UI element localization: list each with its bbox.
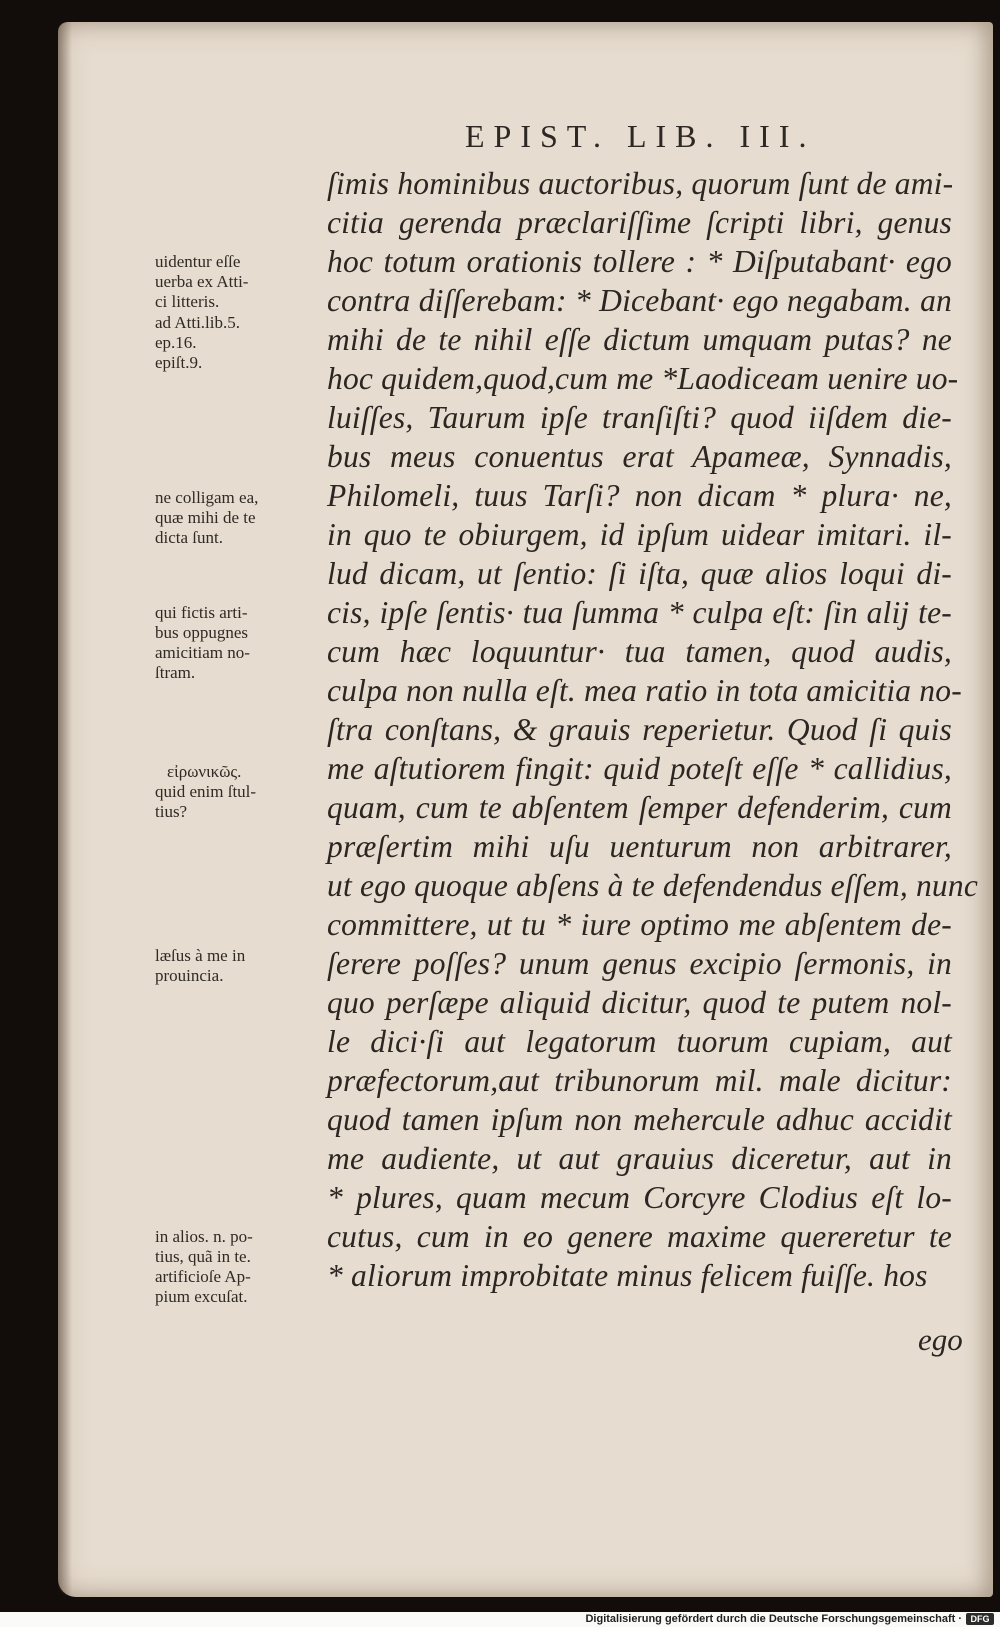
text-line: quo perſæpe aliquid dicitur, quod te putem nol-: [327, 985, 952, 1020]
text-line: culpa non nulla eſt. mea ratio in tota amicitia no-: [327, 673, 962, 708]
page-gutter-shadow: [58, 22, 72, 1597]
marginal-note-line: bus oppugnes: [155, 623, 249, 642]
text-line: quam, cum te abſentem ſemper defenderim, cum: [327, 790, 952, 825]
marginal-note-line: quæ mihi de te: [155, 508, 256, 527]
text-line: bus meus conuentus erat Apameæ, Synnadis,: [327, 439, 952, 474]
dfg-logo: DFG: [966, 1613, 994, 1625]
marginal-note-line: artificioſe Ap-: [155, 1267, 251, 1286]
text-line: committere, ut tu * iure optimo me abſentem de-: [327, 907, 952, 942]
text-line: contra diſſerebam: * Dicebant· ego negabam. an: [327, 283, 952, 318]
text-line: mihi de te nihil eſſe dictum umquam putas? ne: [327, 322, 952, 357]
marginal-note: [155, 488, 325, 548]
marginal-note-line: qui fictis arti-: [155, 603, 248, 622]
marginal-note-line: ſtram.: [155, 663, 196, 682]
marginal-note: [155, 946, 325, 986]
text-line: cis, ipſe ſentis· tua ſumma * culpa eſt: ſin alij te-: [327, 595, 952, 630]
text-line: me aſtutiorem fingit: quid poteſt eſſe * callidius,: [327, 751, 952, 786]
text-line: præſertim mihi uſu uenturum non arbitrarer,: [327, 829, 952, 864]
text-line: præfectorum,aut tribunorum mil. male dicitur:: [327, 1063, 952, 1098]
text-line: quod tamen ipſum non mehercule adhuc accidit: [327, 1102, 952, 1137]
marginal-note-line: dicta ſunt.: [155, 528, 223, 547]
text-line: ſerere poſſes? unum genus excipio ſermonis, in: [327, 946, 952, 981]
text-line: cum hæc loquuntur· tua tamen, quod audis,: [327, 634, 952, 669]
marginal-note-line: epiſt.9.: [155, 353, 203, 372]
marginal-note-line: tius, quã in te.: [155, 1247, 251, 1266]
text-line: lud dicam, ut ſentio: ſi iſta, quæ alios loqui di-: [327, 556, 952, 591]
text-line: * aliorum improbitate minus felicem fuiſſe. hos: [327, 1258, 928, 1293]
text-line: ſtra conſtans, & grauis reperietur. Quod ſi quis: [327, 712, 952, 747]
running-head: EPIST. LIB. III.: [465, 118, 816, 154]
marginal-note: [155, 1227, 325, 1307]
marginal-note-line: prouincia.: [155, 966, 224, 985]
marginal-note-line: ne colligam ea,: [155, 488, 259, 507]
marginal-note-line: ad Atti.lib.5.: [155, 313, 240, 332]
footer-bar: [0, 1612, 1000, 1627]
marginal-note-line: amicitiam no-: [155, 643, 250, 662]
marginal-note-line: ep.16.: [155, 333, 197, 352]
marginal-note-line: tius?: [155, 802, 188, 821]
text-line: ut ego quoque abſens à te defendendus eſſem, nunc: [327, 868, 979, 903]
marginal-note-line: quid enim ſtul-: [155, 782, 257, 801]
marginal-note-line: uidentur eſſe: [155, 252, 241, 271]
marginal-note-line: pium excuſat.: [155, 1287, 248, 1306]
text-line: * plures, quam mecum Corcyre Clodius eſt lo-: [327, 1180, 952, 1215]
marginal-note: [155, 603, 325, 683]
text-line: luiſſes, Taurum ipſe tranſiſti? quod iiſdem die-: [327, 400, 952, 435]
text-line: hoc totum orationis tollere : * Diſputabant· ego: [327, 244, 952, 279]
text-line: ſimis hominibus auctoribus, quorum ſunt de ami-: [327, 166, 954, 201]
text-line: citia gerenda præclariſſime ſcripti libri, genus: [327, 205, 952, 240]
footer-credit: Digitalisierung gefördert durch die Deutsche Forschungsgemeinschaft ·: [585, 1613, 962, 1625]
marginal-note-line: ci litteris.: [155, 292, 220, 311]
marginal-note-line: in alios. n. po-: [155, 1227, 253, 1246]
text-line: cutus, cum in eo genere maxime quereretur te: [327, 1219, 952, 1254]
marginal-note: [155, 762, 325, 822]
marginal-note: [155, 313, 325, 373]
marginal-note: [155, 252, 325, 312]
marginal-note-line: εἰρωνικῶς.: [167, 762, 242, 781]
marginal-note-line: uerba ex Atti-: [155, 272, 249, 291]
marginal-note-line: læſus à me in: [155, 946, 246, 965]
text-line: le dici·ſi aut legatorum tuorum cupiam, aut: [327, 1024, 952, 1059]
catchword: ego: [918, 1322, 963, 1357]
text-line: me audiente, ut aut grauius diceretur, aut in: [327, 1141, 952, 1176]
text-line: hoc quidem,quod,cum me *Laodiceam uenire uo-: [327, 361, 959, 396]
text-line: Philomeli, tuus Tarſi? non dicam * plura· ne,: [327, 478, 952, 513]
text-line: in quo te obiurgem, id ipſum uidear imitari. il-: [327, 517, 952, 552]
